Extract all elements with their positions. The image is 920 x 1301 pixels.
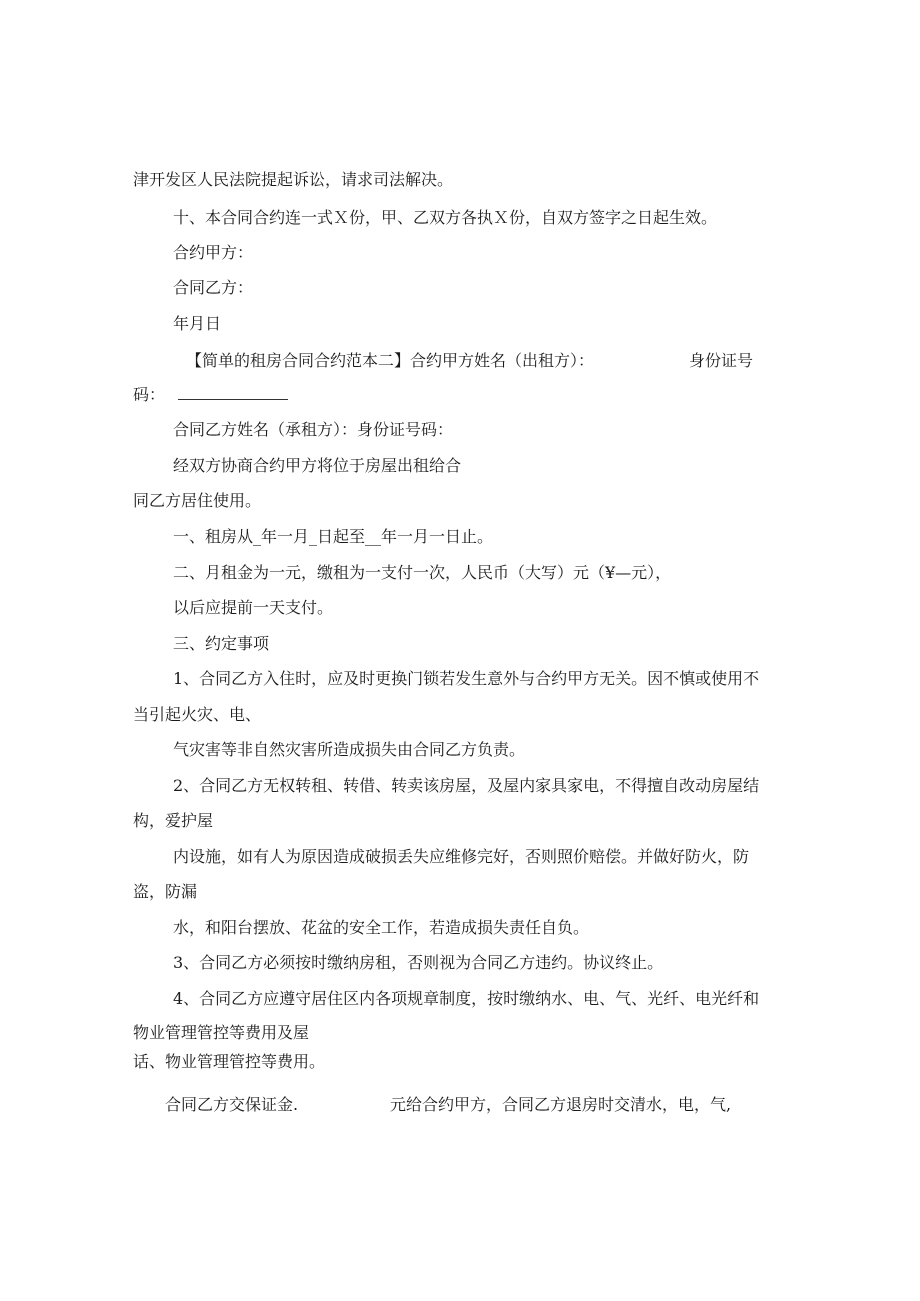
deposit-line-cont: 元给合约甲方，合同乙方退房时交清水，电，气, <box>390 1095 732 1114</box>
date-label: 年月日 <box>173 314 222 333</box>
item-1-cont: 当引起火灾、电、 <box>133 705 262 724</box>
clause-3-heading: 三、约定事项 <box>173 634 270 653</box>
item-1-cont2: 气灾害等非自然灾害所造成损失由合同乙方负责。 <box>173 740 526 759</box>
id-code-text: 码： <box>133 385 166 404</box>
party-a-signature-label: 合约甲方： <box>173 243 254 262</box>
item-2-cont2: 内设施，如有人为原因造成破损丢失应维修完好，否则照价赔偿。并做好防火，防 <box>173 847 750 866</box>
clause-1-term: 一、租房从_年一月_日起至__年一月一日止。 <box>173 527 494 546</box>
deposit-line: 合同乙方交保证金. <box>165 1095 299 1114</box>
id-number-label: 身份证号 <box>689 351 754 370</box>
agreement-line-cont: 同乙方居住使用。 <box>133 491 262 510</box>
item-2: 2、合同乙方无权转租、转借、转卖该房屋，及屋内家具家电，不得擅自改动房屋结 <box>173 776 760 795</box>
id-number-blank <box>178 384 288 400</box>
item-2-cont3: 盗，防漏 <box>133 882 198 901</box>
item-3: 3、合同乙方必须按时缴纳房租，否则视为合同乙方违约。协议终止。 <box>173 953 664 972</box>
party-b-name-line: 合同乙方姓名（承租方）：身份证号码： <box>173 420 454 439</box>
agreement-line: 经双方协商合约甲方将位于房屋出租给合 <box>173 456 462 475</box>
clause-10: 十、本合同合约连一式Ｘ份，甲、乙双方各执Ｘ份，自双方签字之日起生效。 <box>173 208 718 227</box>
template-two-heading: 【简单的租房合同合约范本二】合约甲方姓名（出租方）： <box>186 351 595 370</box>
party-b-signature-label: 合同乙方： <box>173 278 254 297</box>
item-4-cont2: 话、物业管理管控等费用。 <box>133 1052 326 1071</box>
item-2-cont4: 水，和阳台摆放、花盆的安全工作，若造成损失责任自负。 <box>173 918 590 937</box>
clause-2-rent-cont: 以后应提前一天支付。 <box>173 598 334 617</box>
item-1: 1、合同乙方入住时，应及时更换门锁若发生意外与合约甲方无关。因不慎或使用不 <box>173 669 760 688</box>
item-2-cont: 构，爱护屋 <box>133 811 214 830</box>
item-4: 4、合同乙方应遵守居住区内各项规章制度，按时缴纳水、电、气、光纤、电光纤和 <box>173 989 760 1008</box>
id-number-label-cont <box>133 384 288 406</box>
paragraph-line: 津开发区人民法院提起诉讼，请求司法解决。 <box>133 170 454 189</box>
clause-2-rent: 二、月租金为一元，缴租为一支付一次，人民币（大写）元（¥—元）， <box>173 563 672 582</box>
item-4-cont: 物业管理管控等费用及屋 <box>133 1023 310 1042</box>
